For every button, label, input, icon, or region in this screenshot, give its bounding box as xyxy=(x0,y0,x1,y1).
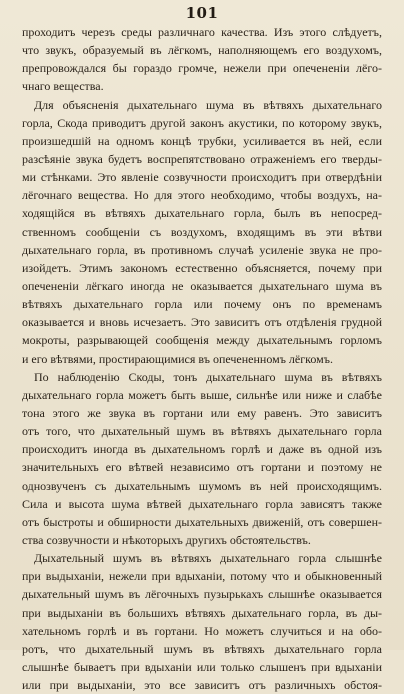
text-line: и его вѣтвями, простирающимися въ опечененномъ лёгкомъ. xyxy=(22,351,333,366)
text-line: проходитъ черезъ среды различнаго качества. Изъ этого слѣдуетъ, xyxy=(22,25,382,39)
text-line: ственномъ сообщеніи съ воздухомъ, входящимъ въ эти вѣтви xyxy=(22,224,382,239)
text-line: оказывается и вновь исчезаетъ. Это зависитъ отъ отдѣленія грудной xyxy=(22,315,382,330)
text-line: слышнѣе бываетъ при вдыханіи или только слышенъ при вдыханіи xyxy=(22,659,382,674)
text-line: или при выдыханіи, это все зависитъ отъ различныхъ обстоя- xyxy=(22,678,382,693)
text-line: лёгочнаго вещества. Но для этого необходимо, чтобы воздухъ, на- xyxy=(22,188,382,203)
text-line: дыхательнаго горла можетъ быть выше, сильнѣе или ниже и слабѣе xyxy=(22,387,382,402)
text-line: однозвученъ съ дыхательнымъ шумомъ въ ней происходящимъ. xyxy=(22,478,382,493)
text-line: произшедшій на одномъ концѣ трубки, усиливается въ ней, если xyxy=(22,133,382,148)
text-line: что звукъ, образуемый въ лёгкомъ, наполняющемъ его воздухомъ, xyxy=(22,43,382,58)
text-line: разсѣяніе звука будетъ воспрепятствовано отраженіемъ его тверды- xyxy=(22,151,382,166)
text-line: тона этого же звука въ гортани или ему равенъ. Это зависитъ xyxy=(22,405,382,420)
text-line: вѣтвяхъ дыхательнаго горла или почему онъ по временамъ xyxy=(22,297,382,312)
text-line: По наблюденію Скоды, тонъ дыхательнаго шума въ вѣтвяхъ xyxy=(34,369,382,384)
text-line: при выдыханіи, нежели при вдыханіи, потому что и обыкновенный xyxy=(22,569,382,584)
text-line: опечененіи лёгкаго иногда не оказывается дыхательнаго шума въ xyxy=(22,278,382,293)
text-line: мокроты, разрывающей сообщенія между дыхательнымъ горломъ xyxy=(22,333,382,348)
text-line: ходящійся въ вѣтвяхъ дыхательнаго горла, былъ въ непосред- xyxy=(22,206,382,221)
text-line: горла, Скода приводитъ другой законъ акустики, по которому звукъ, xyxy=(22,115,382,130)
text-line: изойдетъ. Этимъ закономъ естественно объясняется, почему при xyxy=(22,260,382,275)
text-line: хательномъ горлѣ и въ гортани. Но можетъ случиться и на обо- xyxy=(22,623,382,638)
text-line: при выдыханіи въ большихъ вѣтвяхъ дыхательнаго горла, въ ды- xyxy=(22,605,382,620)
text-line: препровождался бы гораздо громче, нежели при опечененіи лёго- xyxy=(22,61,382,76)
text-line: отъ того, что дыхательный шумъ въ вѣтвяхъ дыхательнаго горла xyxy=(22,424,382,439)
text-line: Сила и высота шума вѣтвей дыхательнаго горла зависятъ также xyxy=(22,496,382,511)
text-line: дыхательнаго горла, въ противномъ случаѣ усиленіе звука не про- xyxy=(22,242,382,257)
text-line: ми стѣнками. Это явленіе созвучности происходитъ при отвердѣніи xyxy=(22,170,382,185)
text-line: Дыхательный шумъ въ вѣтвяхъ дыхательнаго горла слышнѣе xyxy=(34,551,382,566)
text-line: значительныхъ его вѣтвей независимо отъ гортани и поэтому не xyxy=(22,460,382,475)
text-line: ства созвучности и нѣкоторыхъ другихъ обстоятельствъ. xyxy=(22,532,311,547)
text-line: отъ быстроты и обширности дыхательныхъ движеній, отъ совершен- xyxy=(22,514,382,529)
page-number: 101 xyxy=(185,4,219,22)
text-line: Для объясненія дыхательнаго шума въ вѣтвяхъ дыхательнаго xyxy=(34,97,382,112)
text-line: ротъ, что дыхательный шумъ въ вѣтвяхъ дыхательнаго горла xyxy=(22,641,382,656)
text-line: чнаго вещества. xyxy=(22,79,104,94)
body-text xyxy=(22,23,382,694)
text-line: происходитъ иногда въ дыхательномъ горлѣ и даже въ одной изъ xyxy=(22,442,382,457)
text-line: дыхательный шумъ въ лёгочныхъ пузырькахъ слышнѣе оказывается xyxy=(22,587,382,602)
